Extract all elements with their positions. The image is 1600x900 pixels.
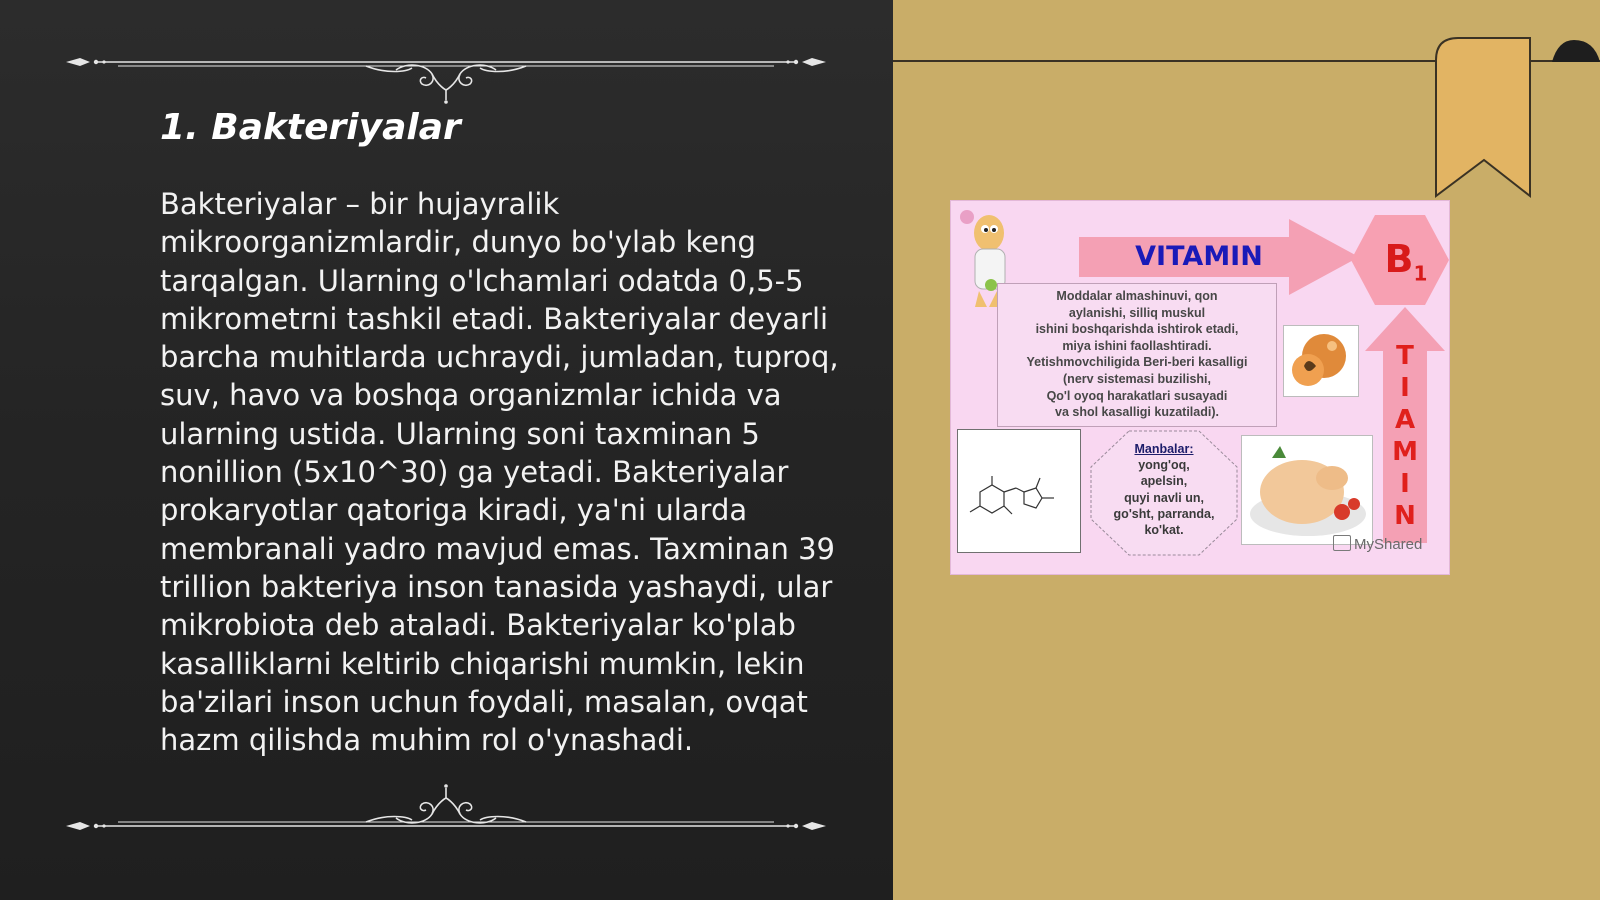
molecule-icon (958, 430, 1080, 552)
orange-icon (1284, 326, 1358, 396)
b1-letter: B (1384, 237, 1414, 281)
tiamin-letter: T (1396, 341, 1414, 371)
tiamin-letter: M (1392, 437, 1418, 467)
watermark-text: MyShared (1354, 536, 1423, 553)
fruit-photo (1283, 325, 1359, 397)
vitamin-label: VITAMIN (1135, 241, 1263, 272)
slide-body-text: Bakteriyalar – bir hujayralik mikroorganizmlardir, dunyo bo'ylab keng tarqalgan. Ularning o'lchamlari odatda 0,5-5 mikrometrni tashkil etadi. Bakteriyalar deyarli barcha muhitlarda uchraydi, jumladan, tuproq, suv, havo va boshqa organizmlar ichida va ularning ustida. Ularning soni taxminan 5 nonillion (5x10^30) ga yetadi. Bakteriyalar prokaryotlar qatoriga kiradi, ya'ni ularda membranali yadro mavjud emas. Taxminan 39 trillion bakteriya inson tanasida yashaydi, ular mikrobiota deb ataladi. Bakteriyalar ko'plab kasalliklarni keltirib chiqarishi mumkin, lekin ba'zilari inson uchun foydali, masalan, ovqat hazm qilishda muhim rol o'ynashadi. (160, 187, 839, 758)
chemical-structure (957, 429, 1081, 553)
watermark (1333, 535, 1422, 555)
b1-subscript: 1 (1413, 261, 1428, 286)
source-item: yong'oq, (1138, 458, 1190, 473)
tiamin-letter: I (1400, 469, 1410, 499)
tiamin-letter: A (1394, 405, 1416, 435)
slide-title: 1. Bakteriyalar (160, 107, 461, 148)
vitamin-description (997, 283, 1277, 427)
roast-chicken-icon (1242, 436, 1372, 544)
tiamin-letter: N (1394, 501, 1416, 531)
source-item: go'sht, parranda, (1113, 506, 1215, 521)
tiamin-letter: I (1400, 373, 1410, 403)
description-line: va shol kasalligi kuzatiladi). (1055, 405, 1219, 420)
source-item: ko'kat. (1144, 523, 1184, 538)
source-item: quyi navli un, (1124, 490, 1204, 505)
description-line: (nerv sistemasi buzilishi, (1063, 371, 1211, 386)
vitamin-b1-image (950, 200, 1450, 575)
b1-label (1371, 237, 1441, 296)
sources-heading: Manbalar: (1134, 442, 1194, 456)
source-item: apelsin, (1140, 474, 1188, 489)
description-line: Moddalar almashinuvi, qon (1056, 289, 1218, 303)
chicken-photo (1241, 435, 1373, 545)
description-line: ishini boshqarishda ishtirok etadi, (1035, 322, 1239, 337)
bookmark-ribbon-icon (1432, 36, 1600, 202)
description-line: Yetishmovchiligida Beri-beri kasalligi (1026, 355, 1248, 370)
description-line: Qo'l oyoq harakatlari susayadi (1046, 388, 1228, 403)
vitamin-sources (1097, 441, 1231, 538)
description-line: miya ishini faollashtiradi. (1062, 338, 1212, 353)
top-ornament (66, 52, 826, 112)
watermark-icon (1333, 535, 1351, 551)
bottom-ornament (66, 776, 826, 836)
description-line: aylanishi, silliq muskul (1068, 305, 1206, 320)
